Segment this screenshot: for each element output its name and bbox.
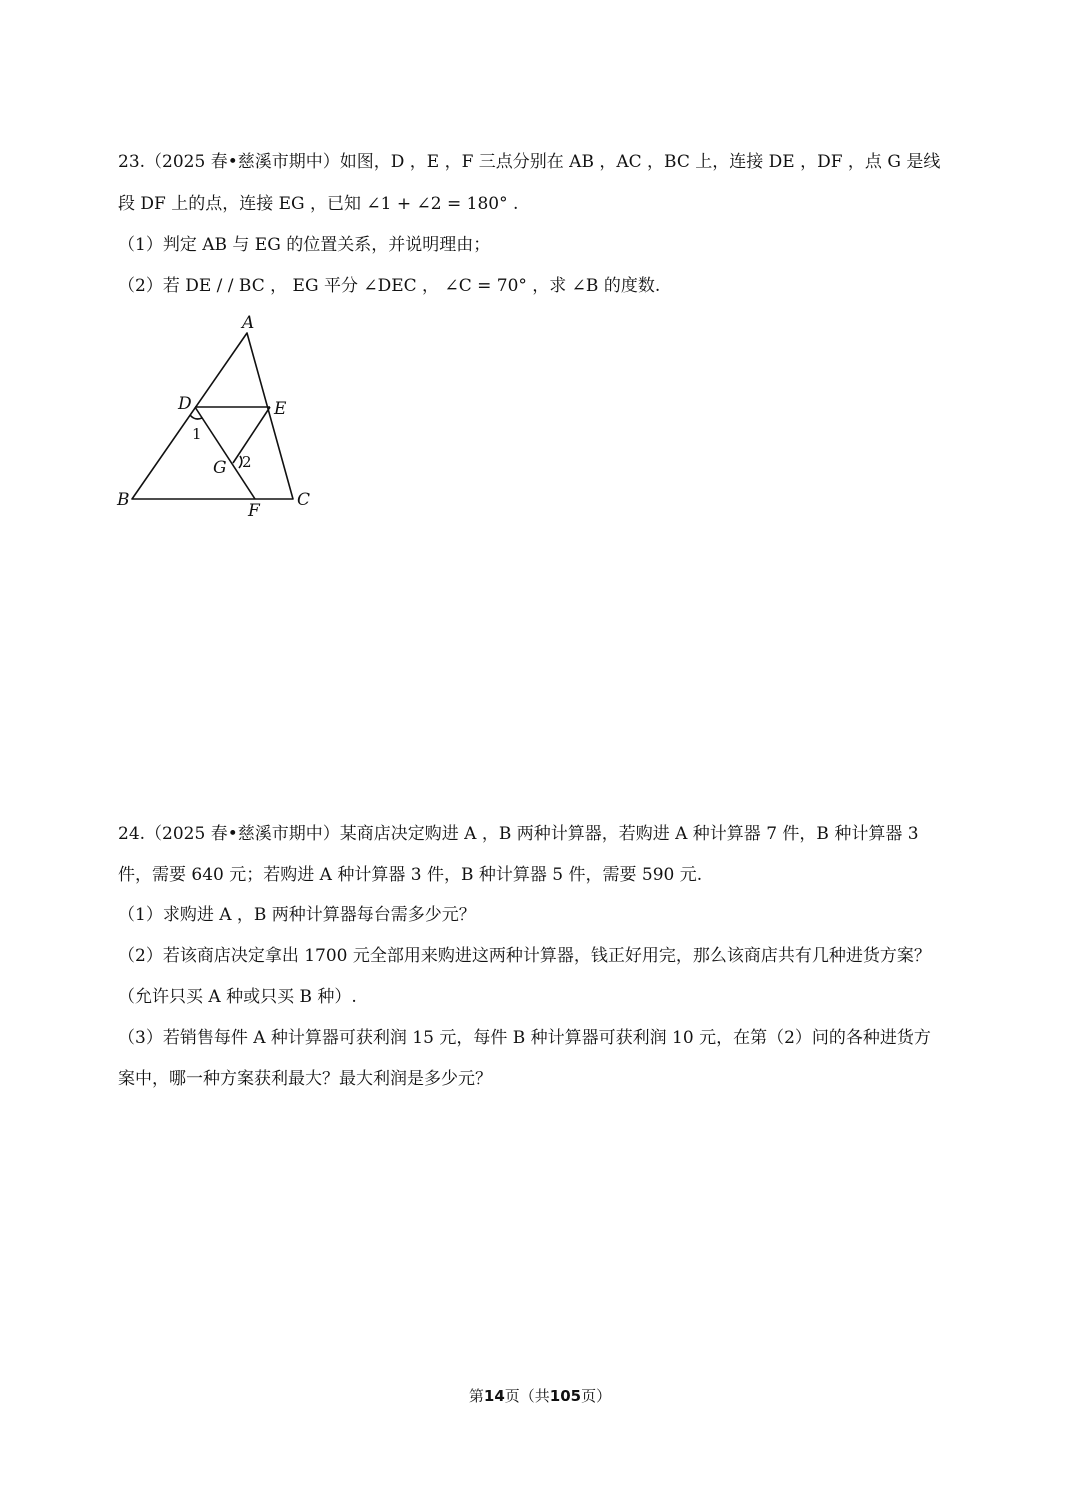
label-e: E	[274, 399, 287, 419]
label-a: A	[242, 313, 255, 333]
q24-stem-line1: 24.（2025 春•慈溪市期中）某商店决定购进 A ，B 两种计算器，若购进 A 种计算器 7 件，B 种计算器 3	[118, 824, 919, 844]
footer-suffix: 页）	[581, 1387, 612, 1405]
q24-stem-line2: 件，需要 640 元；若购进 A 种计算器 3 件，B 种计算器 5 件，需要 590 元.	[118, 865, 703, 885]
footer-page-number: 14	[483, 1387, 505, 1405]
footer-total-pages: 105	[549, 1387, 582, 1405]
triangle-figure	[110, 310, 330, 520]
label-f: F	[248, 501, 260, 520]
q24-part1: （1）求购进 A ，B 两种计算器每台需多少元？	[118, 905, 476, 925]
footer-middle: 页（共	[504, 1387, 550, 1405]
label-angle-1: 1	[192, 425, 202, 443]
label-g: G	[213, 458, 227, 478]
q23-stem-line2: 段 DF 上的点，连接 EG ，已知 ∠1 + ∠2 = 180° .	[118, 194, 519, 214]
q24-part3-line1: （3）若销售每件 A 种计算器可获利润 15 元，每件 B 种计算器可获利润 10 元，在第（2）问的各种进货方	[118, 1028, 931, 1048]
footer-prefix: 第	[468, 1387, 484, 1405]
q24-part2-line1: （2）若该商店决定拿出 1700 元全部用来购进这两种计算器，钱正好用完，那么该商店共有几种进货方案？	[118, 946, 931, 966]
page-footer	[0, 1386, 1080, 1406]
q23-part2: （2）若 DE / / BC ， EG 平分 ∠DEC ， ∠C = 70° ，求 ∠B 的度数.	[118, 276, 661, 296]
label-angle-2: 2	[242, 453, 252, 471]
q24-part2-line2: （允许只买 A 种或只买 B 种）.	[118, 987, 357, 1007]
q23-part1: （1）判定 AB 与 EG 的位置关系，并说明理由；	[118, 235, 491, 255]
q24-part3-line2: 案中，哪一种方案获利最大？最大利润是多少元？	[118, 1069, 492, 1089]
label-d: D	[178, 394, 192, 414]
label-b: B	[117, 490, 130, 510]
q23-stem-line1: 23.（2025 春•慈溪市期中）如图，D ，E ，F 三点分别在 AB ，AC ，BC 上，连接 DE ，DF ，点 G 是线	[118, 152, 941, 172]
label-c: C	[297, 490, 311, 510]
